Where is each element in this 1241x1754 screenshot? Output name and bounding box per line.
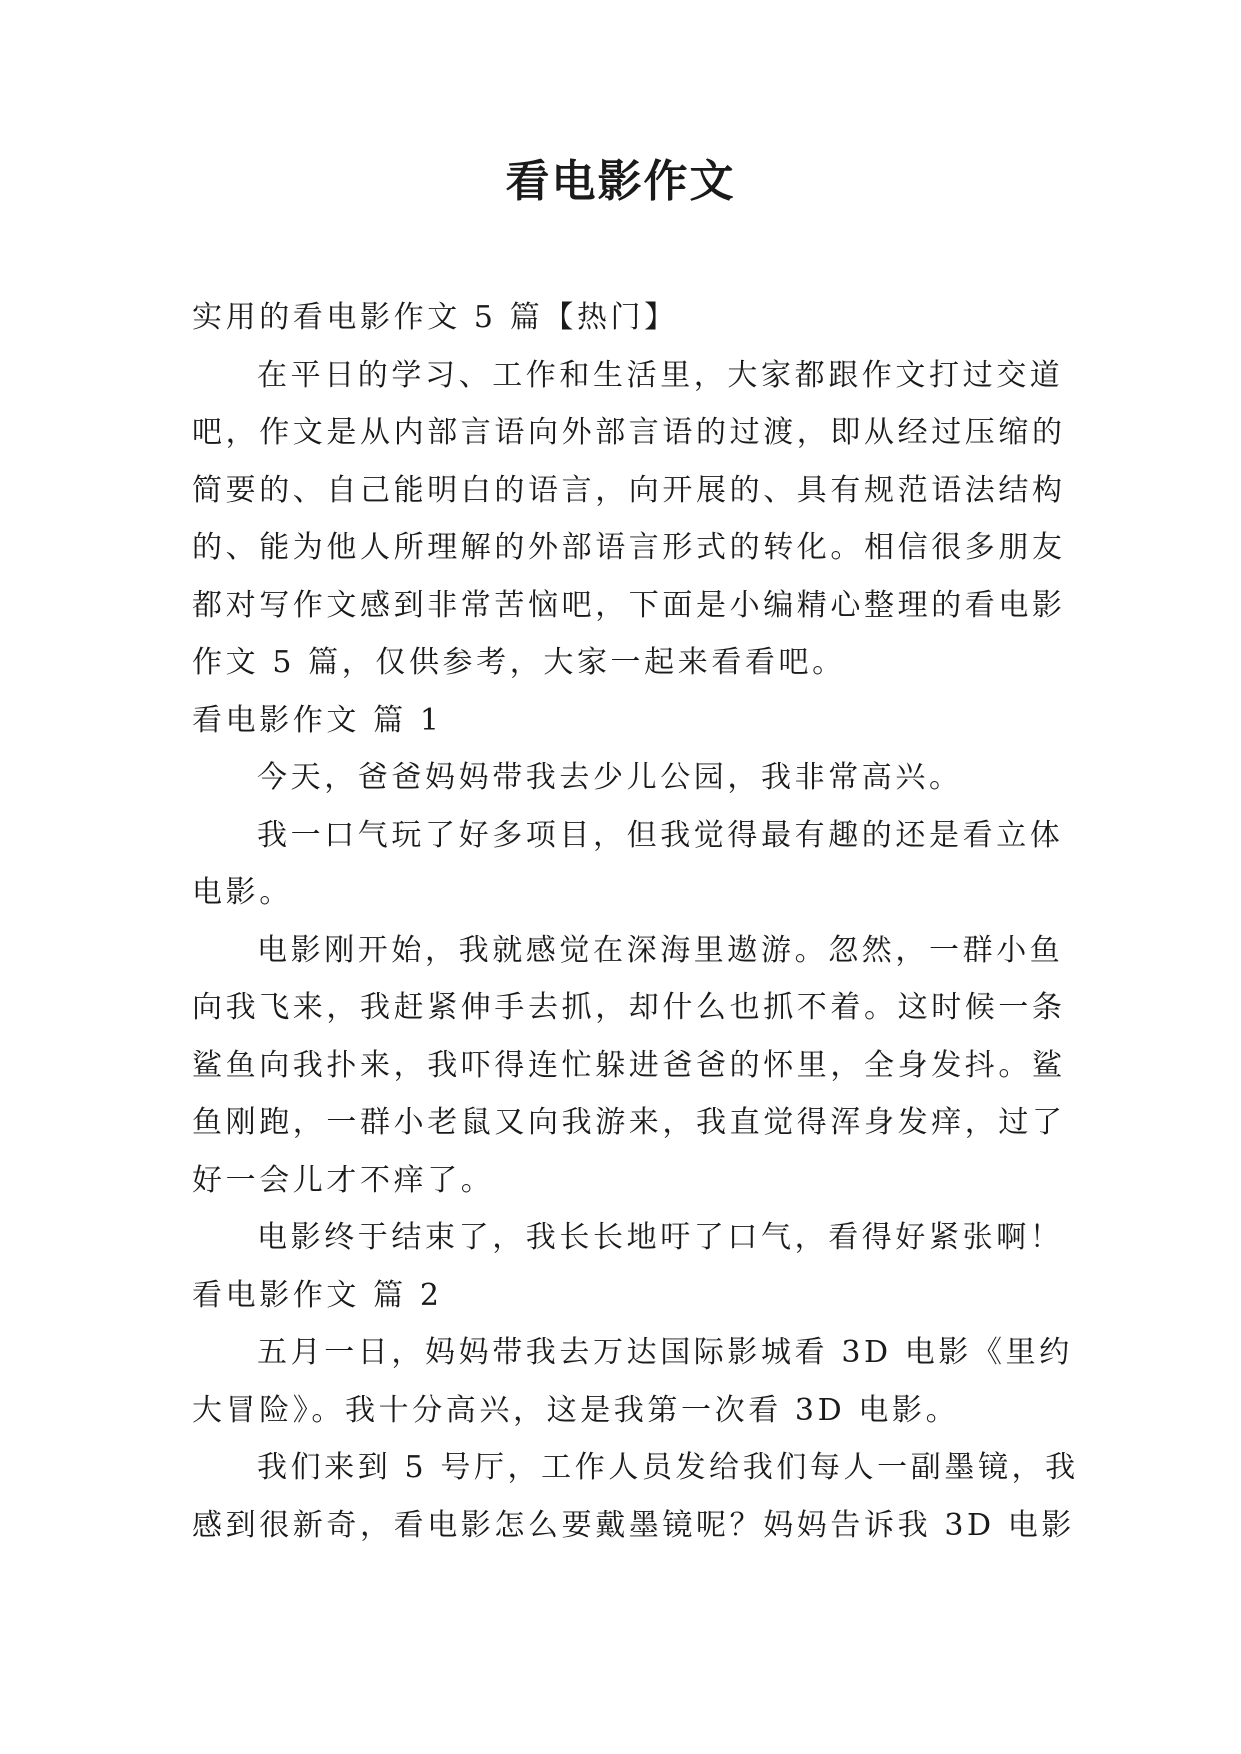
text-line: 大冒险》。我十分高兴，这是我第一次看 3D 电影。 [192, 1392, 960, 1428]
text-line: 吧，作文是从内部言语向外部言语的过渡，即从经过压缩的 [192, 415, 1066, 450]
text-line: 看电影作文 篇 1 [192, 702, 443, 738]
text-line: 在平日的学习、工作和生活里，大家都跟作文打过交道 [257, 357, 1064, 393]
text-line: 好一会儿才不痒了。 [192, 1162, 495, 1198]
text-line: 简要的、自己能明白的语言，向开展的、具有规范语法结构 [192, 472, 1066, 508]
text-line: 向我飞来，我赶紧伸手去抓，却什么也抓不着。这时候一条 [192, 990, 1066, 1025]
text-line: 感到很新奇，看电影怎么要戴墨镜呢？妈妈告诉我 3D 电影 [192, 1507, 1076, 1543]
document-title: 看电影作文 [505, 156, 736, 207]
text-line: 鲨鱼向我扑来，我吓得连忙躲进爸爸的怀里，全身发抖。鲨 [192, 1047, 1066, 1083]
document-body [192, 289, 1079, 1554]
text-line: 电影终于结束了，我长长地吁了口气，看得好紧张啊！ [257, 1220, 1064, 1255]
text-line: 看电影作文 篇 2 [192, 1277, 443, 1313]
text-line: 我一口气玩了好多项目，但我觉得最有趣的还是看立体 [257, 817, 1064, 853]
text-line: 的、能为他人所理解的外部语言形式的转化。相信很多朋友 [192, 530, 1066, 565]
text-line: 作文 5 篇，仅供参考，大家一起来看看吧。 [192, 645, 846, 680]
text-line: 电影刚开始，我就感觉在深海里遨游。忽然，一群小鱼 [257, 932, 1064, 968]
text-line: 我们来到 5 号厅，工作人员发给我们每人一副墨镜，我 [257, 1450, 1079, 1485]
text-line: 电影。 [192, 875, 293, 910]
text-line: 鱼刚跑，一群小老鼠又向我游来，我直觉得浑身发痒，过了 [192, 1105, 1066, 1140]
text-line: 都对写作文感到非常苦恼吧，下面是小编精心整理的看电影 [192, 587, 1066, 623]
text-line: 五月一日，妈妈带我去万达国际影城看 3D 电影《里约 [257, 1335, 1073, 1370]
text-line: 今天，爸爸妈妈带我去少儿公园，我非常高兴。 [257, 760, 963, 795]
text-line: 实用的看电影作文 5 篇【热门】 [192, 300, 678, 335]
